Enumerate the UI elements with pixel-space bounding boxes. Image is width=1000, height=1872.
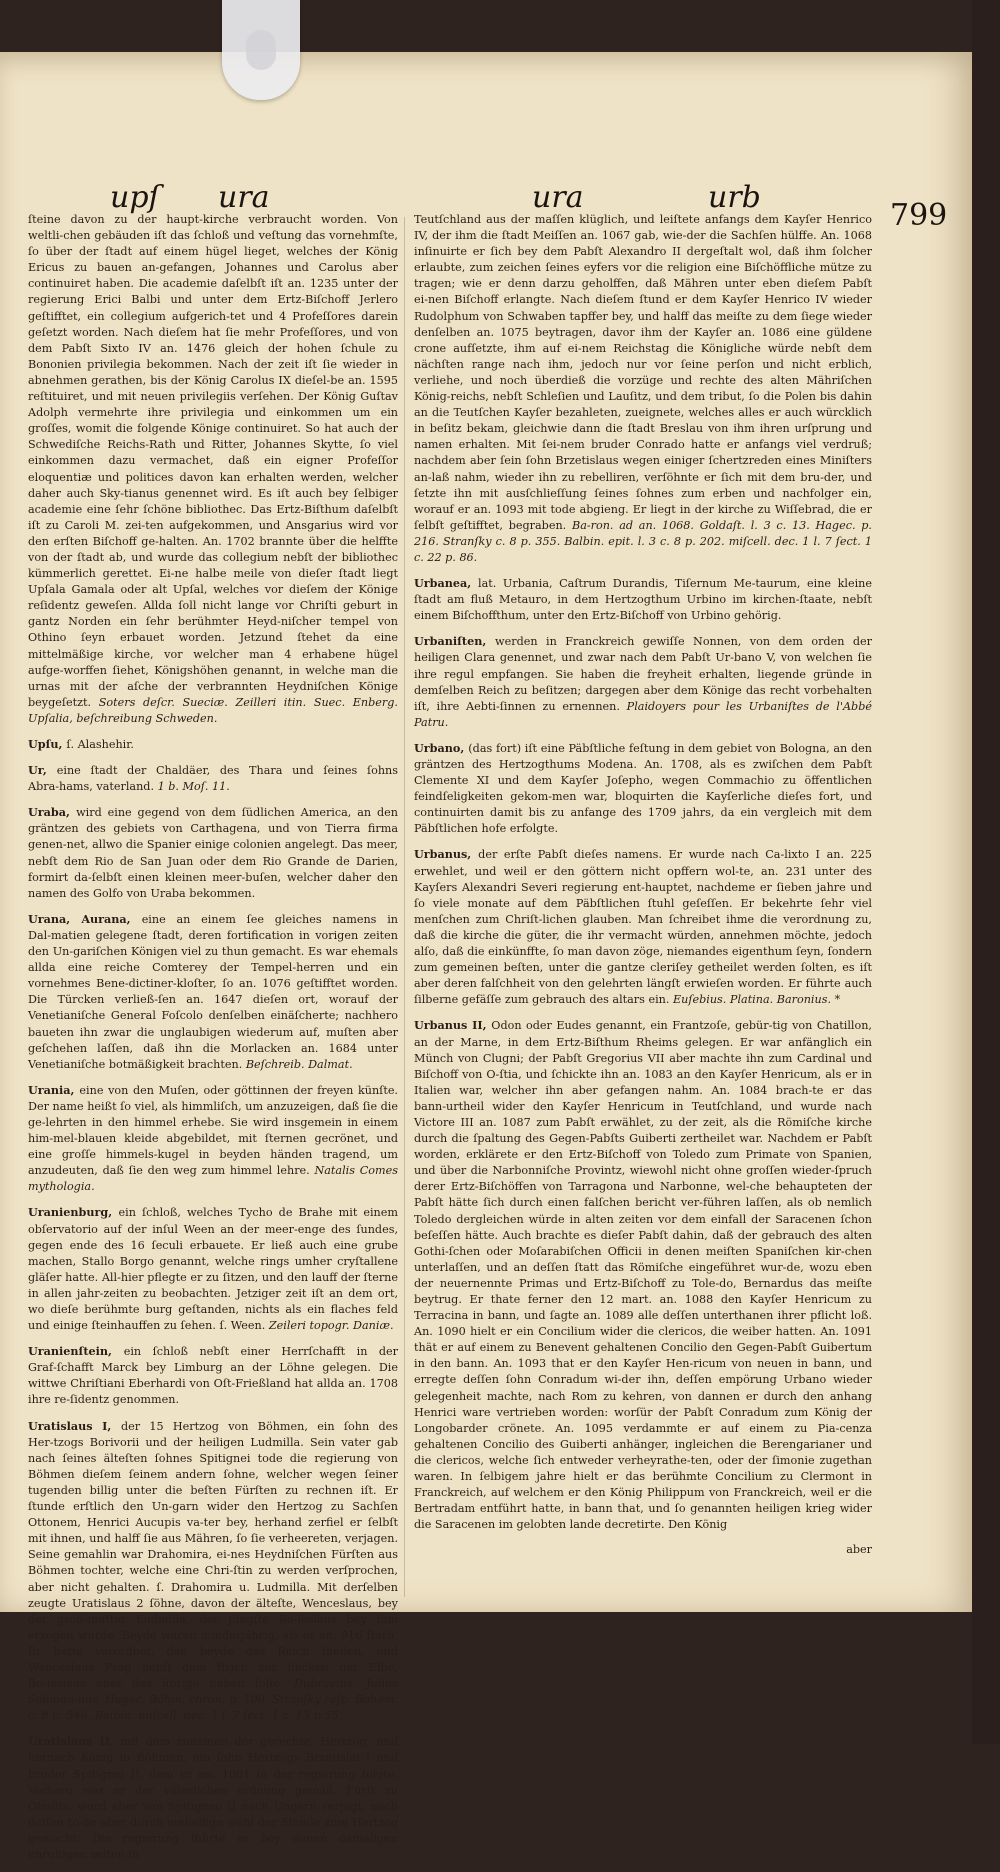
book-page bbox=[0, 52, 972, 1861]
column-divider bbox=[404, 217, 405, 1597]
right-column bbox=[414, 212, 872, 1559]
entry-text: ein ſchloß nebſt einer Herrſchafft in der Graf‑ſchafft Marck bey Limburg an der Löhne gelegen. Die wittwe Chriſtiani Eberhardi von Oſt‑Frießland hat allda an. 1708 ihre re‑ſidentz genommen. bbox=[28, 1345, 398, 1407]
entry-headword: Uraba, bbox=[28, 805, 77, 820]
dictionary-entry bbox=[28, 762, 398, 795]
header-word-left-1: upſ bbox=[110, 180, 160, 215]
entry-headword: Urbano, bbox=[414, 740, 469, 755]
entry-headword: Uratislaus II, bbox=[28, 1734, 121, 1749]
entry-headword: Uratislaus I, bbox=[28, 1418, 121, 1433]
entry-headword: Urbanus, bbox=[414, 847, 479, 862]
entry-text: der erſte Pabſt dieſes namens. Er wurde nach Ca‑lixto I an. 225 erwehlet, und weil er den göttern nicht opffern wol‑te, an. 231 unter des Kayſers Alexandri Severi regierung ent‑hauptet, nachdeme er ſieben jahre und ſo viele monate auf dem Päbſtlichen ſtuhl geſeſſen. Er bekehrte ſehr viel menſchen zum Chriſt‑lichen glauben. Man ſchreibet ihme die verordnung zu, daß die kirche die güter, die ihr vermacht würden, annehmen möchte, jedoch alſo, daß die einkünffte, ſo man davon zöge, niemandes eigenthum ſeyn, ſondern zum gemeinen beſten, unter die gantze cleriſey getheilet werden ſolten, es iſt aber deren falſchheit von den gelehrten längſt erwieſen worden. Er führte auch ſilberne gefäſſe zum gebrauch des altars ein. bbox=[414, 848, 873, 1007]
dictionary-entry bbox=[414, 633, 872, 731]
page-number: 799 bbox=[890, 198, 948, 233]
entry-headword: Urbanus II, bbox=[414, 1018, 492, 1033]
entry-text: Teutſchland aus der maſſen klüglich, und leiſtete anfangs dem Kayſer Henrico IV, der ihm die ſtadt Meiſſen an. 1067 gab, wie‑der die Sachſen hülffe. An. 1068 inſinuirte er ſich bey dem Pabſt Alexandro II dergeſtalt wol, daß ihm ſolcher erlaubte, zum zeichen ſeines eyfers vor die religion eine Biſchöffliche mütze zu tragen; wie er denn darzu geholffen, daß Mähren unter eben dieſem Pabſt ei‑nen Biſchoff erlangte. Nach dieſem ſtund er dem Kayſer Henrico IV wieder Rudolphum von Schwaben tapffer bey, und halff das meiſte zu dem ſiege wieder denſelben an. 1075 beytragen, davor ihm der Kayſer an. 1086 eine güldene crone aufſetzte, ihm auf ei‑nem Reichstag die Königliche würde nebſt dem nächſten range nach ihm, jedoch nur vor ſeine perſon und nicht erblich, verliehe, und noch überdieß die vorzüge und rechte des alten Mähriſchen König‑reichs, nebſt Schleſien und Lauſitz, und dem tribut, ſo die Polen bis dahin an die Teutſchen Kayſer bezahleten, zueignete, welches alles er auch würcklich in beſitz bekam, gleichwie dann die ſtadt Breslau von ihm ihren urſprung und namen erhalten. Mit ſei‑nem bruder Conrado hatte er anfangs viel verdruß; nachdem aber ſein ſohn Brzetislaus wegen einiger ſchertzreden eines Miniſters an‑laß nahm, wieder ihn zu rebelliren, verſöhnte er ſich mit dem bru‑der, und ſetzte ihn mit ausſchlieſſung ſeines ſohnes zum erben und nachfolger ein, worauf er an. 1093 mit tode abgieng. Er liegt in der kirche zu Wiſſebrad, die er ſelbſt geſtifftet, begraben. bbox=[414, 213, 872, 532]
entry-citation: 1 b. Moſ. 11. bbox=[157, 780, 230, 794]
catchword: aber bbox=[846, 1543, 872, 1557]
entry-text: (das fort) iſt eine Päbſtliche feſtung in dem gebiet von Bologna, an den gräntzen des Hertzogthums Modena. An. 1708, als es zwiſchen dem Pabſt Clemente XI und dem Kayſer Joſepho, wegen Commachio zu öffentlichen feindſeligkeiten gekom‑men war, bloquirten die Kayſerliche dieſes fort, und continuirten damit bis zu anfange des 1709 jahrs, da ein vergleich mit dem Päbſtlichen hofe erfolgte. bbox=[414, 741, 872, 836]
dictionary-entry bbox=[28, 1343, 398, 1408]
dictionary-entry bbox=[414, 575, 872, 624]
dictionary-entry bbox=[28, 736, 398, 753]
header-word-left-2: ura bbox=[218, 180, 270, 215]
dictionary-entry bbox=[28, 1418, 398, 1725]
entry-headword: Urania, bbox=[28, 1082, 80, 1097]
entry-text: eine ſtadt der Chaldäer, des Thara und ſeines ſohns Abra‑hams, vaterland. bbox=[28, 764, 398, 794]
entry-headword: Ur, bbox=[28, 763, 57, 778]
dictionary-entry bbox=[28, 1204, 398, 1334]
entry-text: ein ſchloß, welches Tycho de Brahe mit einem obſervatorio auf der inſul Ween an der meer‑enge des ſundes, gegen ende des 16 ſeculi erbauete. Er ließ auch eine grube machen, Stallo Borgo genannt, welche rings umher cryſtallene gläſer hatte. All‑hier pflegte er zu ſitzen, und den lauff der ſterne in allen jahr‑zeiten zu beobachten. Jetziger zeit iſt an dem ort, wo dieſe berühmte burg geſtanden, nichts als ein flaches feld und einige ſteinhauffen zu ſehen. ſ. Ween. bbox=[28, 1206, 398, 1333]
dictionary-entry bbox=[28, 212, 398, 727]
entry-citation: Dubravius. Julius Soliman‑nus. Hagec. Böhm. chron. p. 100. Stranſky reſp. Bohem. c. 8 p. 346. Balbin. miſcell. dec. 1 l. 7 ſect. 1 c. 13 p 55. bbox=[28, 1677, 398, 1723]
tape-clip bbox=[222, 0, 300, 100]
entry-citation: Soters deſcr. Sueciæ. Zeilleri itin. Suec. Enberg. Upſalia, beſchreibung Schweden. bbox=[28, 695, 398, 725]
scan-background-edge bbox=[972, 0, 1000, 1744]
entry-citation: Euſebius. Platina. Baronius. * bbox=[672, 993, 841, 1007]
entry-text: ſ. Alashehir. bbox=[66, 738, 134, 751]
entry-headword: Upſu, bbox=[28, 737, 67, 751]
dictionary-entry bbox=[414, 846, 872, 1008]
entry-text: werden in Franckreich gewiſſe Nonnen, von dem orden der heiligen Clara genennet, und zwar nach dem Pabſt Ur‑bano V, von welchen ſie ihre regul empfangen. Sie haben die freyheit erhalten, liegende gründe in demſelben Reich zu beſitzen; dargegen aber dem Könige das recht vorbehalten iſt, ihre Aebti‑ſinnen zu ernennen. bbox=[414, 635, 872, 713]
left-column bbox=[28, 212, 398, 1872]
dictionary-entry bbox=[414, 212, 872, 566]
entry-headword: Uranienburg, bbox=[28, 1205, 119, 1220]
entry-headword: Urbaniſten, bbox=[414, 634, 496, 649]
dictionary-entry bbox=[28, 1082, 398, 1196]
entry-headword: Urana, Aurana, bbox=[28, 911, 142, 926]
dictionary-entry bbox=[414, 740, 872, 838]
entry-text: ſteine davon zu der haupt‑kirche verbraucht worden. Von weltli‑chen gebäuden iſt das ſchloß und veſtung das vornehmſte, ſo über der ſtadt auf einem hügel lieget, welches der König Ericus zu bauen an‑gefangen, Johannes und Carolus aber continuiret haben. Die academie daſelbſt iſt an. 1235 unter der regierung Erici Balbi und unter dem Ertz‑Biſchoff Jerlero geſtifftet, ein collegium aufgerich‑tet und 4 Profeſſores darein geſetzt worden. Nach dieſem hat ſie mehr Profeſſores, und von dem Pabſt Sixto IV an. 1476 gleich der hohen ſchule zu Bononien privilegia bekommen. Nach der zeit iſt ſie wieder in abnehmen gerathen, bis der König Carolus IX dieſel‑be an. 1595 reſtituiret, und mit neuen privilegiis verſehen. Der König Guſtav Adolph vermehrte ihre privilegia und einkommen um ein groſſes, womit die folgende Könige continuiret. So hat auch der Schwediſche Reichs‑Rath und Ritter, Johannes Skytte, ſo viel einkommen dazu vermachet, daß ein eigner Profeſſor eloquentiæ und politices davon kan erhalten werden, welcher daher auch Sky‑tianus genennet wird. Es iſt auch bey ſelbiger academie eine ſehr ſchöne bibliothec. Das Ertz‑Biſthum daſelbſt iſt zu Caroli M. zei‑ten aufgekommen, und Ansgarius wird vor den erſten Biſchoff ge‑halten. An. 1702 brannte über die helffte von der ſtadt ab, und wurde das collegium nebſt der bibliothec kümmerlich gerettet. Ei‑ne halbe meile von dieſer ſtadt liegt Upſala Gamala oder alt Upſal, welches vor dieſem der Könige reſidentz geweſen. Allda ſoll nicht lange vor Chriſti geburt in gantz Norden ein ſehr berühmter Heyd‑niſcher tempel von Othino ſeyn erbauet worden. Jetzund ſtehet da eine mittelmäßige kirche, vor welcher man 4 erhabene hügel aufge‑worffen ſiehet, Königshöhen genannt, in welche man die urnas mit der aſche der verbrannten Heydniſchen Könige beygeſetzt. bbox=[28, 213, 398, 709]
entry-headword: Urbanea, bbox=[414, 576, 479, 591]
entry-citation: Beſchreib. Dalmat. bbox=[245, 1057, 353, 1071]
header-word-right-2: urb bbox=[708, 180, 761, 215]
entry-text: mit dem zunamen der gerechte, Hertzog, und hernach König in Böhmen, ein ſohn Hertzogs Brzetislai I und bruder Spitignei II, dem er an. 1061 in der regierung folgte. Vorhero war er der väterlichen ordnung gemäß, Fürſt zu Olmütz, ward aber von Spitigneo II nach Ungarn verjagt, nach deſſen to‑de aber durch einhellige wahl der Stände zum Hertzog gemacht. Die regierung führte er bey denen damaligen unruhigen zeiten in bbox=[28, 1735, 398, 1861]
entry-text: eine an einem ſee gleiches namens in Dal‑matien gelegene ſtadt, deren fortification in vorigen zeiten den Un‑gariſchen Königen viel zu thun gemacht. Es war ehemals allda eine reiche Comterey der Tempel‑herren und ein vornehmes Bene‑dictiner‑kloſter, ſo an. 1076 geſtifftet worden. Die Türcken verließ‑ſen an. 1647 dieſen ort, worauf der Venetianiſche General Foſcolo denſelben einäſcherte; nachhero baueten ihn zwar die unglaubigen wiederum auf, muſten aber geſchehen laſſen, daß ihn die Morlacken an. 1684 unter Venetianiſche botmäßigkeit brachten. bbox=[28, 912, 398, 1071]
entry-citation: Plaidoyers pour les Urbaniſtes de l'Abbé Patru. bbox=[414, 699, 872, 729]
dictionary-entry bbox=[28, 911, 398, 1073]
dictionary-entry bbox=[28, 804, 398, 902]
entry-text: der 15 Hertzog von Böhmen, ein ſohn des Her‑tzogs Borivorii und der heiligen Ludmilla. Sein vater gab nach ſeines älteſten ſohnes Spitignei tode die regierung von Böhmen dieſem ſeinem andern ſohne, welcher wegen ſeiner tugenden billig unter die beſten Fürſten zu rechnen iſt. Er ſtunde erſtlich den Un‑garn wider den Hertzog zu Sachſen Ottonem, Henrici Aucupis va‑ter bey, herhand zerfiel er ſelbſt mit ihnen, und halff ſie aus Mähren, ſo ſie verheereten, verjagen. Seine gemahlin war Drahomira, ei‑nes Heydniſchen Fürſten aus Böhmen tochter, welche eine Chri‑ſtin zu werden verſprochen, aber nicht gehalten. ſ. Drahomira u. Ludmilla. Mit derſelben zeugte Uratislaus 2 ſöhne, davon der älteſte, Wenceslaus, bey der groß‑mutter Ludmilla, der jüngſte Bo‑leslaus bey ihm erzogen wurde. Beyde waren minderjährig, als er an. 916 ſtarb. Er hatte verordnet, daß beyde das Reich theilen, und Wenceslaus Prag nebſt dem ſtrich zur lincken der Elbe, Bo‑leslaus aber das übrige haben ſolte. bbox=[28, 1419, 398, 1691]
entry-headword: Uranienſtein, bbox=[28, 1344, 124, 1359]
entry-text: eine von den Muſen, oder göttinnen der freyen künſte. Der name heißt ſo viel, als himmliſch, um anzuzeigen, daß ſie die ge‑lehrten in den himmel erhebe. Sie wird insgemein in einem him‑mel‑blauen kleide abgebildet, mit ſternen gecrönet, und eine groſſe himmels‑kugel in beyden händen tragend, um anzudeuten, daß ſie den weg zum himmel lehre. bbox=[28, 1083, 398, 1178]
header-word-right-1: ura bbox=[532, 180, 584, 215]
entry-text: Odon oder Eudes genannt, ein Frantzoſe, gebür‑tig von Chatillon, an der Marne, in dem Ertz‑Biſthum Rheims gelegen. Er war anfänglich ein Münch von Clugni; der Pabſt Gregorius VII aber machte ihn zum Cardinal und Biſchoff von O‑ſtia, und ſchickte ihn an. 1083 an den Kayſer Henricum, als er in Italien war, welcher ihn aber gefangen nahm. An. 1084 brach‑te er das bann‑urtheil wider den Kayſer Henricum in Teutſchland, und wurde nach Victore III an. 1087 zum Pabſt erwählet, zu der zeit, als die Römiſche kirche durch die ſpaltung des Gegen‑Pabſts Guiberti zertheilet war. Nachdem er Pabſt worden, erklärete er den Ertz‑Biſchoff von Toledo zum Primate von Spanien, und über die Narbonniſche Provintz, wiewohl nicht ohne groſſen wieder‑ſpruch derer Ertz‑Biſchöffen von Tarragona und Narbonne, wel‑che behaupteten der Pabſt hätte ſich durch einen falſchen bericht ver‑führen laſſen, als ob nemlich Toledo dergleichen würde in alten zeiten vor dem einfall der Saracenen ſchon beſeſſen hätte. Auch brachte es dieſer Pabſt dahin, daß der gebrauch des alten Gothi‑ſchen oder Moſarabiſchen Officii in denen meiſten Spaniſchen kir‑chen unterlaſſen, und an deſſen ſtatt das Römiſche eingeführet wur‑de, wozu eben der neuernennte Primas und Ertz‑Biſchoff zu Tole‑do, Bernardus das meiſte beytrug. Er thate ferner den 12 mart. an. 1088 den Kayſer Henricum zu Terracina in bann, und ſagte an. 1089 alle deſſen unterthanen ihrer pflicht loß. An. 1090 hielt er ein Concilium wider die clericos, die weiber hatten. An. 1091 thät er auf einem zu Benevent gehaltenen Concilio den Gegen‑Pabſt Guibertum in den bann. An. 1093 that er den Kayſer Hen‑ricum von neuen in bann, und erregte deſſen ſohn Conradum wi‑der ihn, deſſen empörung Urbano wieder gelegenheit machte, nach Rom zu kehren, von dannen er durch den anhang Henrici ware vertrieben worden: worſür der Pabſt Conradum zum König der Longobarder crönete. An. 1095 verdammte er auf einem zu Pia‑cenza gehaltenen Concilio des Guiberti anhänger, ingleichen die Berengarianer und die clericos, welche ſich entweder verheyrathe‑ten, oder der ſimonie zugethan waren. In ſelbigem jahre hielt er das berühmte Concilium zu Clermont in Franckreich, auf welchem er den König Philippum von Franckreich, weil er die Bertradam entführt hatte, in bann that, und ſo genannten heiligen krieg wider die Saracenen im gelobten lande decretirte. Den König bbox=[414, 1019, 872, 1532]
dictionary-entry bbox=[414, 1017, 872, 1533]
entry-citation: Zeileri topogr. Daniæ. bbox=[268, 1319, 394, 1333]
entry-text: wird eine gegend von dem ſüdlichen America, an den gräntzen des gebiets von Carthagena, und von Tierra firma genen‑net, allwo die Spanier einige colonien angelegt. Das meer, nebſt dem Rio de San Juan oder dem Rio Grande de Darien, formirt da‑ſelbſt einen kleinen meer‑buſen, welcher daher den namen des Golfo von Uraba bekommen. bbox=[28, 806, 398, 900]
entry-citation: Natalis Comes mythologia. bbox=[28, 1164, 398, 1194]
entry-text: lat. Urbania, Caſtrum Durandis, Tiſernum Me‑taurum, eine kleine ſtadt am fluß Metauro, in dem Hertzogthum Urbino im kirchen‑ſtaate, nebſt einem Biſchoffthum, unter den Ertz‑Biſchoff von Urbino gehörig. bbox=[414, 577, 873, 623]
dictionary-entry bbox=[28, 1733, 398, 1863]
entry-citation: Ba‑ron. ad an. 1068. Goldaſt. l. 3 c. 13. Hagec. p. 216. Stranſky c. 8 p. 355. Balbin. epit. l. 3 c. 8 p. 202. miſcell. dec. 1 l. 7 ſect. 1 c. 22 p. 86. bbox=[414, 518, 872, 564]
